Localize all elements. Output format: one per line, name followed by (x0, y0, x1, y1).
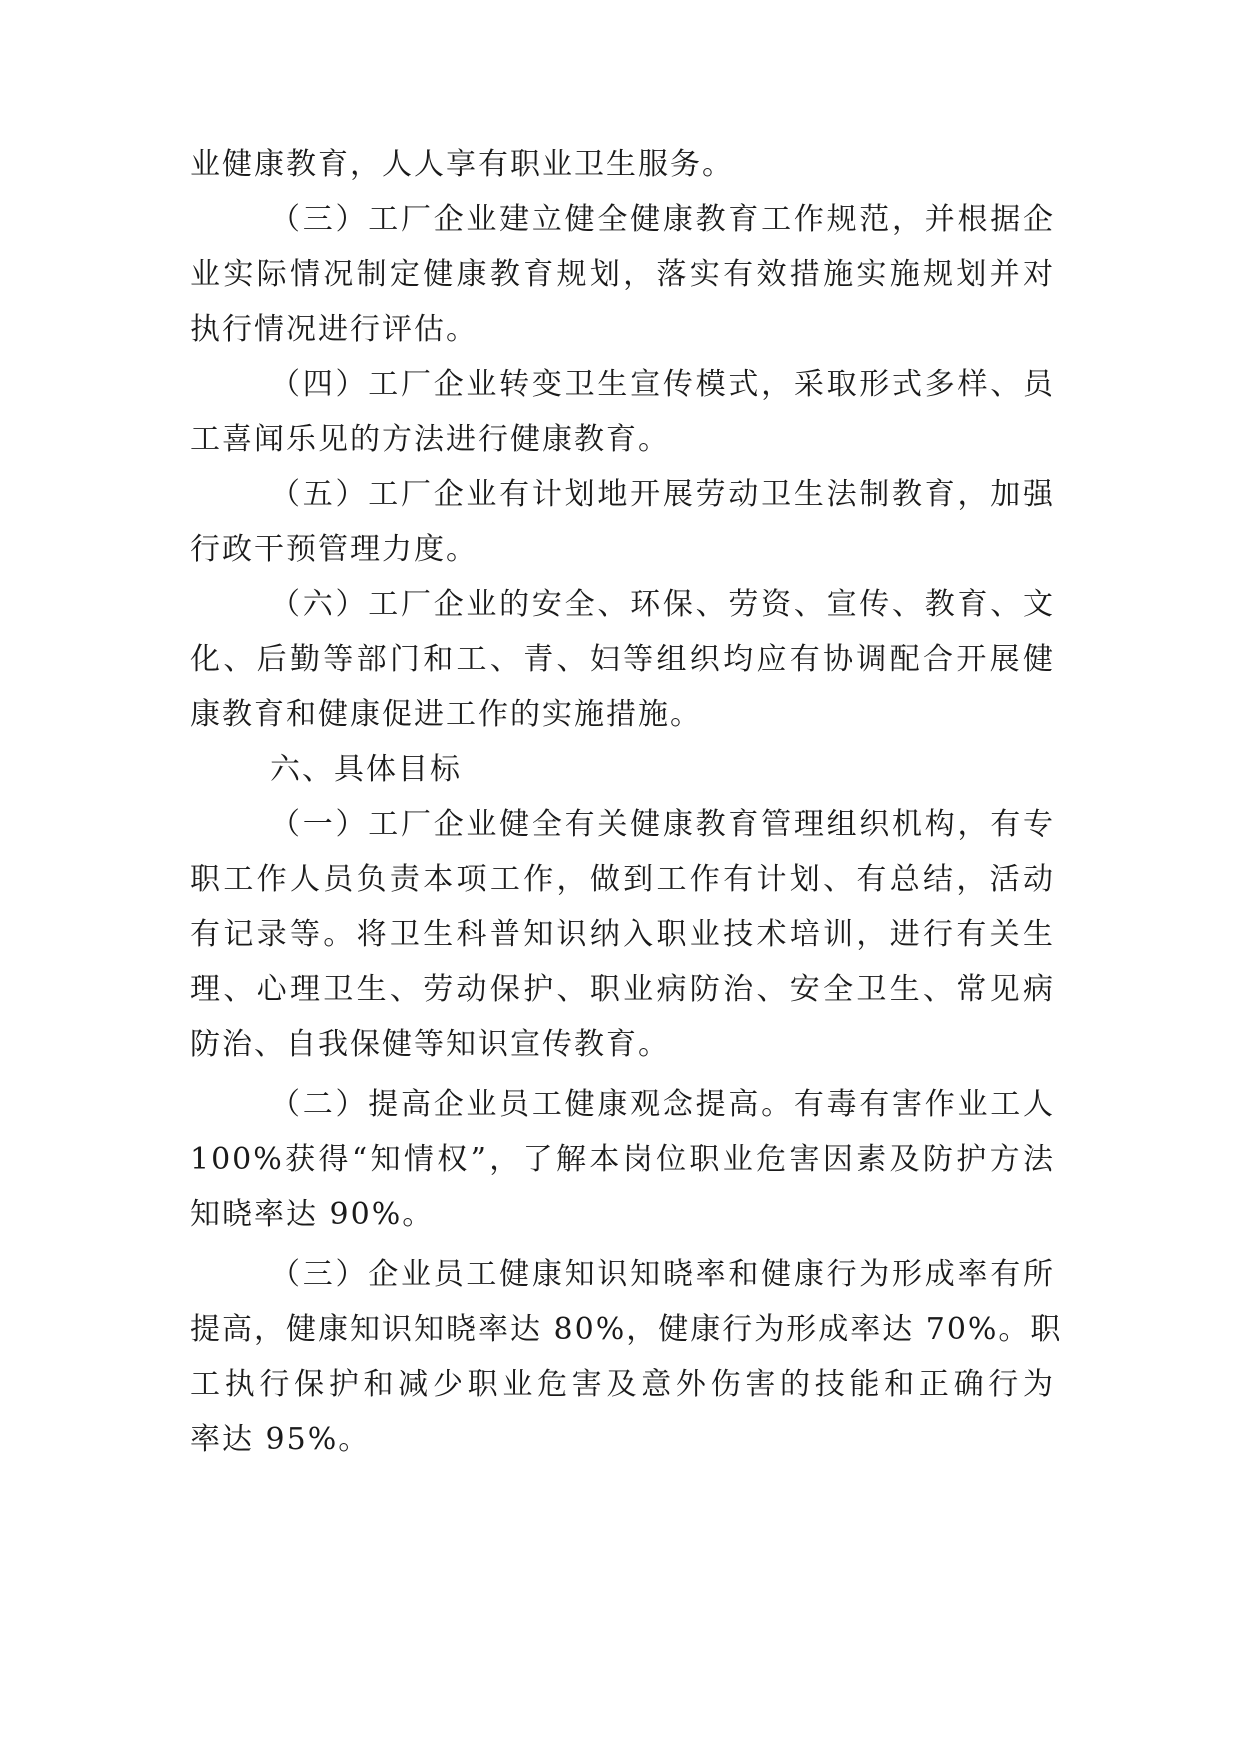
goal-3-line: （三）企业员工健康知识知晓率和健康行为形成率有所 (270, 1257, 1055, 1292)
text-line: 提高，健康知识知晓率达 80%，健康行为形成率达 70%。职 (190, 1312, 1063, 1347)
paragraph-4-line: （四）工厂企业转变卫生宣传模式，采取形式多样、员 (270, 367, 1055, 402)
goal-2-line: （二）提高企业员工健康观念提高。有毒有害作业工人 (270, 1087, 1055, 1122)
text-line: 执行情况进行评估。 (190, 312, 478, 347)
section-heading: 六、具体目标 (270, 752, 462, 787)
text-line: 工喜闻乐见的方法进行健康教育。 (190, 422, 670, 457)
text-line: 康教育和健康促进工作的实施措施。 (190, 697, 702, 732)
paragraph-6-line: （六）工厂企业的安全、环保、劳资、宣传、教育、文 (270, 587, 1055, 622)
text-line: 有记录等。将卫生科普知识纳入职业技术培训，进行有关生 (190, 917, 1055, 952)
text-line: 知晓率达 90%。 (190, 1197, 435, 1232)
text-line: 工执行保护和减少职业危害及意外伤害的技能和正确行为 (190, 1367, 1055, 1402)
goal-1-line: （一）工厂企业健全有关健康教育管理组织机构，有专 (270, 807, 1055, 842)
text-line: 行政干预管理力度。 (190, 532, 478, 567)
text-line: 防治、自我保健等知识宣传教育。 (190, 1027, 670, 1062)
paragraph-5-line: （五）工厂企业有计划地开展劳动卫生法制教育，加强 (270, 477, 1055, 512)
text-line: 业实际情况制定健康教育规划，落实有效措施实施规划并对 (190, 257, 1055, 292)
text-line: 化、后勤等部门和工、青、妇等组织均应有协调配合开展健 (190, 642, 1055, 677)
text-line: 业健康教育，人人享有职业卫生服务。 (190, 147, 734, 182)
text-line: 理、心理卫生、劳动保护、职业病防治、安全卫生、常见病 (190, 972, 1055, 1007)
text-line: 职工作人员负责本项工作，做到工作有计划、有总结，活动 (190, 862, 1055, 897)
text-line: 100%获得“知情权”，了解本岗位职业危害因素及防护方法 (190, 1142, 1055, 1177)
paragraph-3-line: （三）工厂企业建立健全健康教育工作规范，并根据企 (270, 202, 1055, 237)
text-line: 率达 95%。 (190, 1422, 371, 1457)
